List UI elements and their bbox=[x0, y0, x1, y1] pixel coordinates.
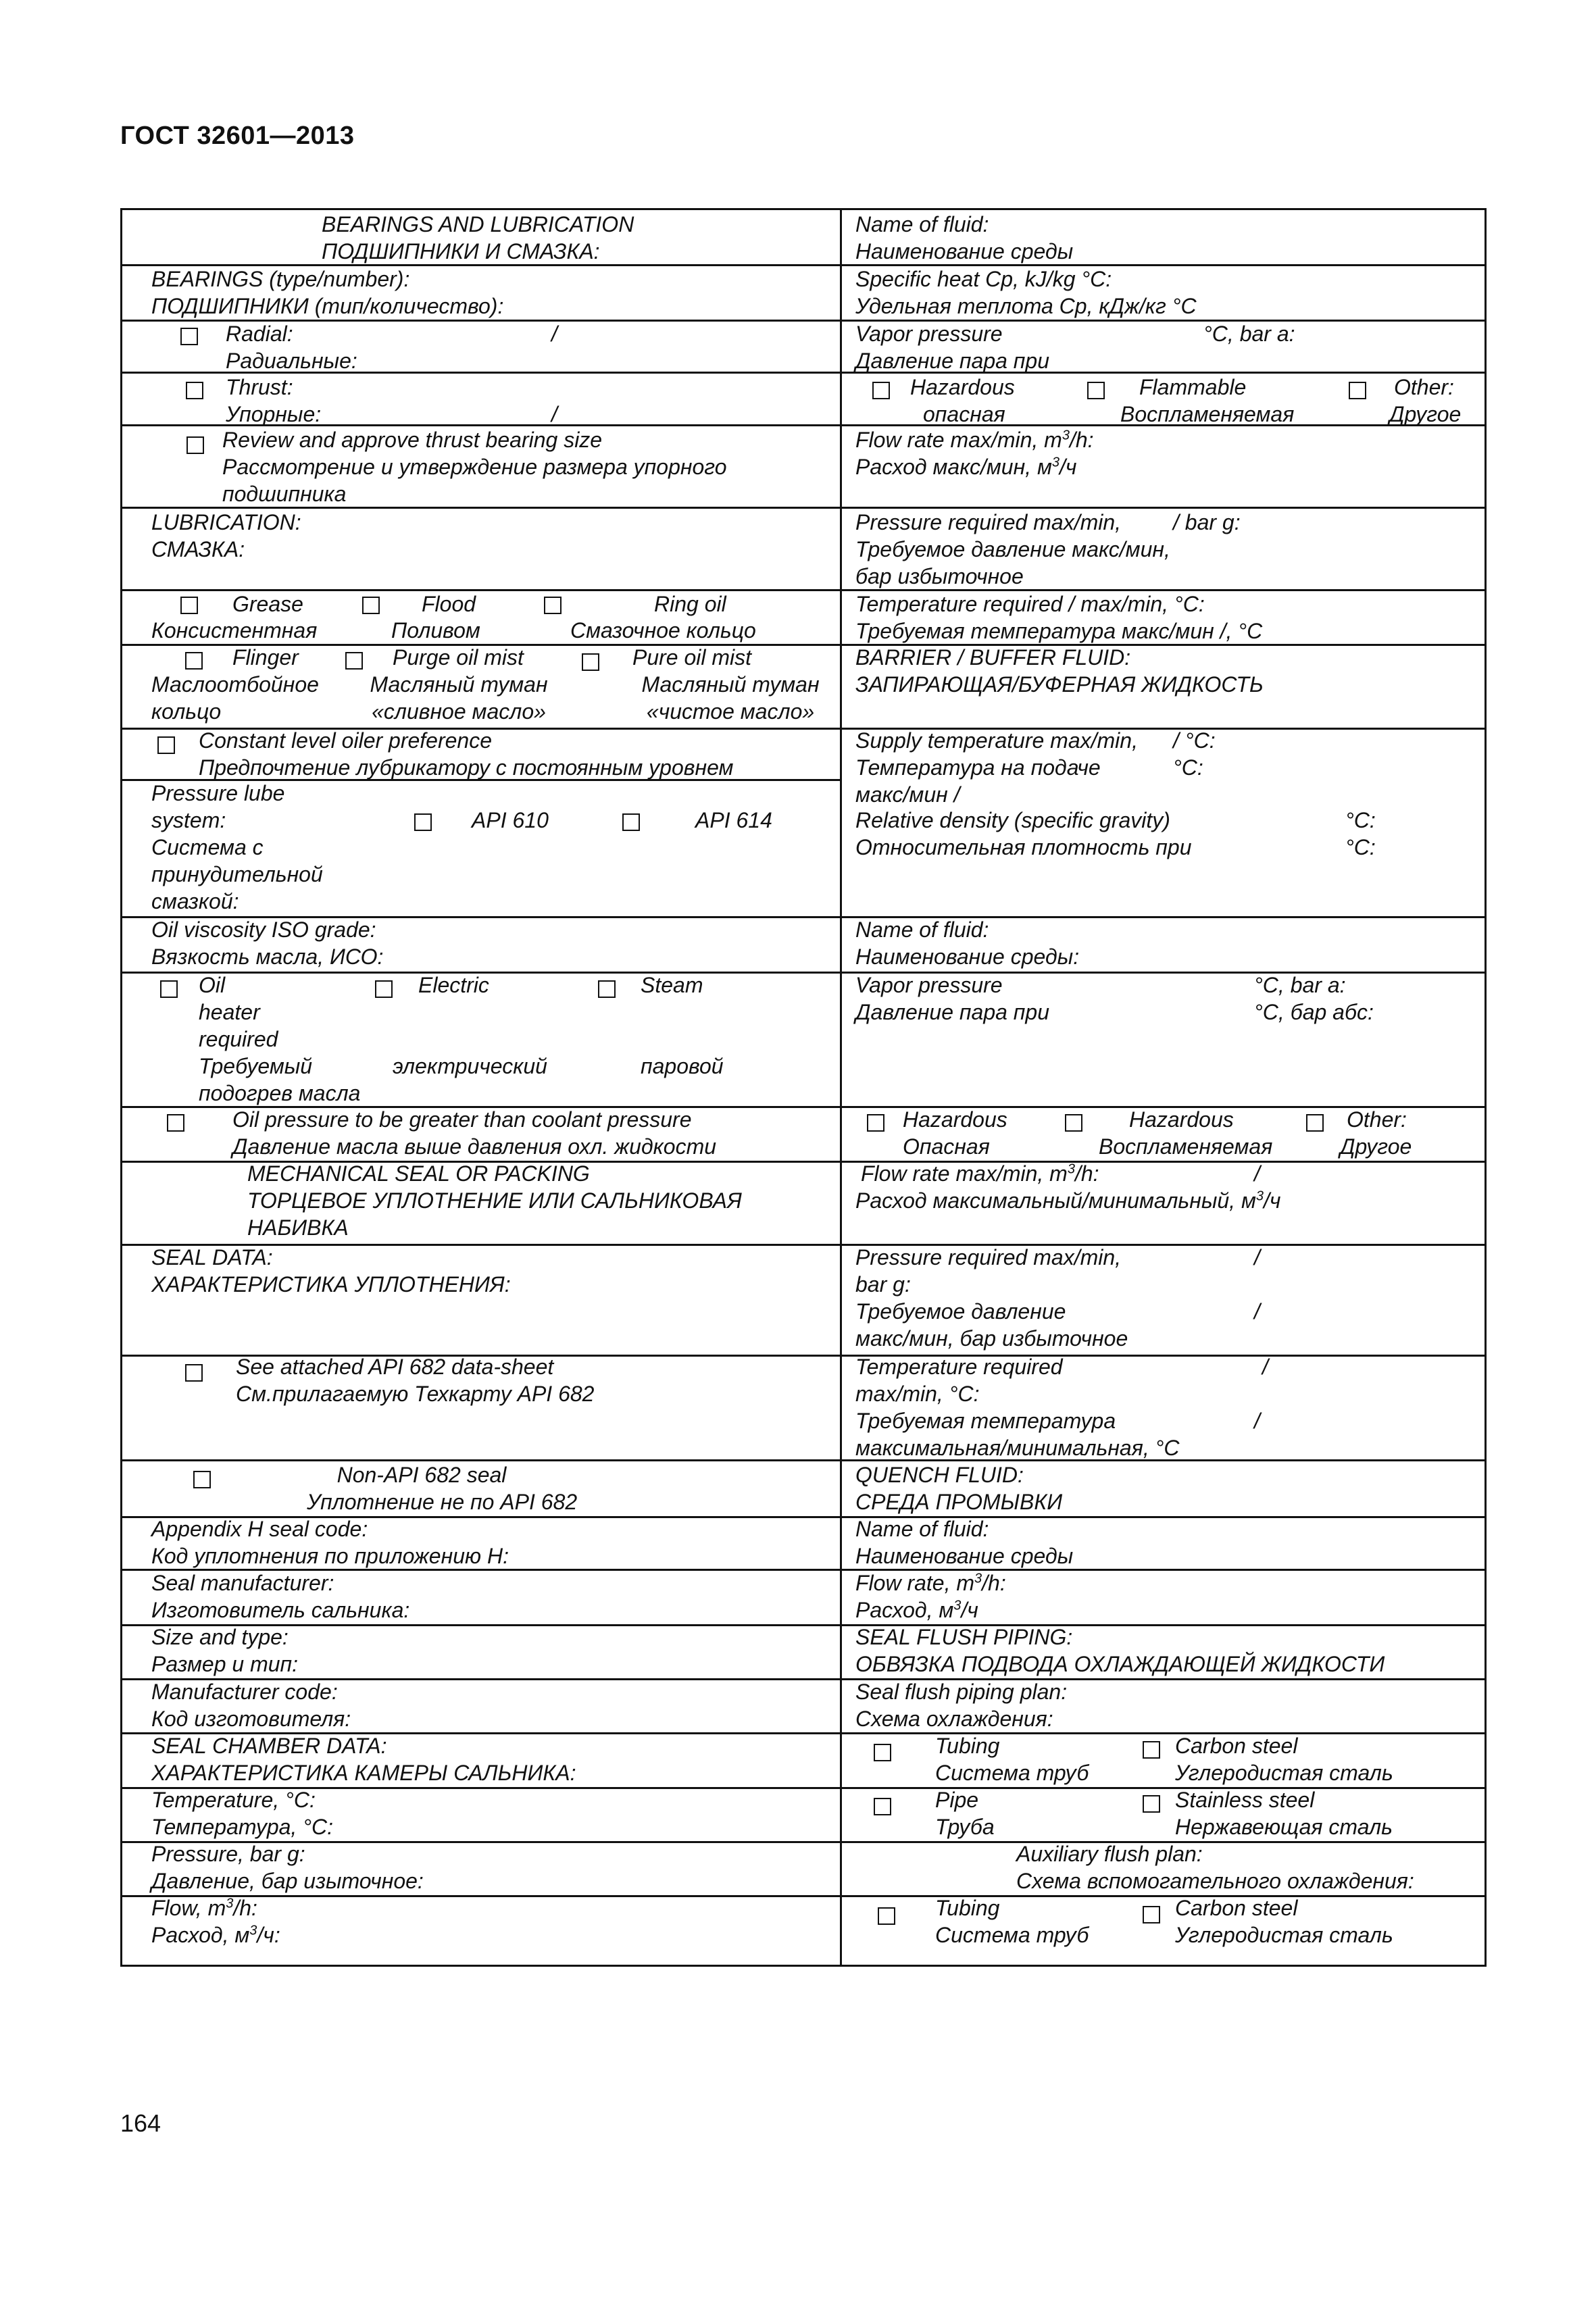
hazardous-2-label-ru: Опасная bbox=[903, 1134, 990, 1159]
hazardous-label: Hazardous bbox=[910, 375, 1015, 399]
flammable-2-label-ru: Воспламеняемая bbox=[1099, 1134, 1273, 1159]
oil-pressure-label: Oil pressure to be greater than coolant pressure Давление масла выше давления охл. жидкости bbox=[232, 1107, 717, 1159]
review-thrust-label: Review and approve thrust bearing size Рассмотрение и утверждение размера упорного подшипника bbox=[222, 428, 727, 506]
quench-fluid-label: QUENCH FLUID: СРЕДА ПРОМЫВКИ bbox=[855, 1463, 1063, 1514]
other-2-checkbox[interactable] bbox=[1306, 1114, 1324, 1132]
stainless-steel-label: Stainless steel Нержавеющая сталь bbox=[1175, 1788, 1393, 1839]
name-of-fluid-3-label: Name of fluid: Наименование среды bbox=[855, 1517, 1074, 1568]
steam-label-ru: паровой bbox=[641, 1054, 724, 1078]
barrier-buffer-fluid-label: BARRIER / BUFFER FLUID: ЗАПИРАЮЩАЯ/БУФЕРНАЯ ЖИДКОСТЬ bbox=[855, 645, 1264, 697]
supply-temperature-label: Supply temperature max/min, bbox=[855, 728, 1138, 753]
name-of-fluid-label: Name of fluid: Наименование среды bbox=[855, 212, 1074, 263]
seal-flush-plan-label: Seal flush piping plan: Схема охлаждения: bbox=[855, 1680, 1068, 1731]
other-label-ru: Другое bbox=[1389, 402, 1462, 426]
other-2-label-ru: Другое bbox=[1340, 1134, 1412, 1159]
flow-rate-label: Flow rate max/min, $m^3/h$: Расход макс/мин, $м^3/ч$ bbox=[855, 428, 1094, 479]
size-type-label: Size and type: Размер и тип: bbox=[151, 1625, 299, 1676]
flood-label-ru: Поливом bbox=[391, 618, 480, 643]
ring-oil-checkbox[interactable] bbox=[544, 597, 562, 614]
api610-label: API 610 bbox=[472, 808, 549, 832]
relative-density-unit-ru: °C: bbox=[1345, 835, 1376, 859]
constant-level-oiler-label: Constant level oiler preference Предпочтение лубрикатору с постоянным уровнем bbox=[199, 728, 734, 780]
vapor-pressure-2-unit: °C, bar a: bbox=[1254, 973, 1346, 997]
flammable-2-label: Hazardous bbox=[1129, 1107, 1234, 1132]
pressure-lube-system-label: Pressure lube system: Система с принудительной смазкой: bbox=[151, 781, 323, 913]
pressure-label: Pressure, bar g: Давление, бар изыточное: bbox=[151, 1842, 424, 1893]
seal-manufacturer-label: Seal manufacturer: Изготовитель сальника: bbox=[151, 1571, 410, 1622]
flow-label: Flow, $m^3/h$: Расход, $м^3/ч$: bbox=[151, 1896, 280, 1947]
flow-rate-2-label: Flow rate max/min, $m^3/h$: bbox=[861, 1161, 1099, 1186]
temperature-required-2-slash-ru: / bbox=[1254, 1409, 1260, 1433]
carbon-steel-label: Carbon steel Углеродистая сталь bbox=[1175, 1734, 1393, 1785]
vapor-pressure-label-ru: Давление пара при bbox=[855, 349, 1049, 373]
radial-checkbox[interactable] bbox=[180, 328, 198, 345]
flammable-2-checkbox[interactable] bbox=[1065, 1114, 1082, 1132]
pressure-required-2-label-ru: Требуемое давление bbox=[855, 1299, 1066, 1324]
pure-oil-mist-checkbox[interactable] bbox=[582, 653, 599, 671]
pipe-checkbox[interactable] bbox=[874, 1798, 891, 1815]
flood-checkbox[interactable] bbox=[362, 597, 380, 614]
lubrication-label: LUBRICATION: СМАЗКА: bbox=[151, 510, 301, 561]
tubing-2-label: Tubing Система труб bbox=[935, 1896, 1089, 1947]
see-api682-label: See attached API 682 data-sheet См.прилагаемую Техкарту API 682 bbox=[236, 1355, 595, 1406]
document-title: ГОСТ 32601—2013 bbox=[120, 122, 355, 150]
purge-oil-mist-label-ru: Масляный туман «сливное масло» bbox=[370, 672, 548, 724]
appendix-h-label: Appendix H seal code: Код уплотнения по приложению Н: bbox=[151, 1517, 509, 1568]
oil-heater-checkbox[interactable] bbox=[160, 980, 178, 998]
electric-label-ru: электрический bbox=[393, 1054, 547, 1078]
steam-heater-checkbox[interactable] bbox=[598, 980, 616, 998]
hazardous-2-label: Hazardous bbox=[903, 1107, 1007, 1132]
temperature-label: Temperature, °C: Температура, °C: bbox=[151, 1788, 333, 1839]
relative-density-unit: °C: bbox=[1345, 808, 1376, 832]
page-number: 164 bbox=[120, 2109, 161, 2137]
hazardous-label-ru: опасная bbox=[923, 402, 1005, 426]
flammable-label: Flammable bbox=[1139, 375, 1247, 399]
non-api682-checkbox[interactable] bbox=[193, 1471, 211, 1488]
pressure-required-2-slash: / bbox=[1254, 1245, 1260, 1269]
relative-density-label: Relative density (specific gravity) bbox=[855, 808, 1170, 832]
other-checkbox[interactable] bbox=[1349, 382, 1366, 399]
name-of-fluid-2-label: Name of fluid: Наименование среды: bbox=[855, 917, 1080, 969]
vapor-pressure-label: Vapor pressure bbox=[855, 322, 1003, 346]
flow-rate-3-label: Flow rate, $m^3/h$: Расход, $м^3/ч$ bbox=[855, 1571, 1006, 1622]
row-divider bbox=[122, 589, 841, 591]
api614-label: API 614 bbox=[695, 808, 772, 832]
api610-checkbox[interactable] bbox=[414, 813, 432, 831]
review-checkbox[interactable] bbox=[186, 436, 204, 454]
hazardous-2-checkbox[interactable] bbox=[867, 1114, 884, 1132]
temperature-required-2-label-ru: Требуемая температура bbox=[855, 1409, 1116, 1433]
pressure-required-2-slash-ru: / bbox=[1254, 1299, 1260, 1324]
pressure-required-2-unit: bar g: bbox=[855, 1272, 911, 1297]
temperature-required-label: Temperature required / max/min, °C: Требуемая температура макс/мин /, °C bbox=[855, 592, 1263, 643]
seal-chamber-label: SEAL CHAMBER DATA: ХАРАКТЕРИСТИКА КАМЕРЫ САЛЬНИКА: bbox=[151, 1734, 576, 1785]
see-api682-checkbox[interactable] bbox=[185, 1364, 203, 1382]
flow-rate-2-slash: / bbox=[1254, 1161, 1260, 1186]
electric-heater-checkbox[interactable] bbox=[375, 980, 393, 998]
auxiliary-flush-plan-label: Auxiliary flush plan: Схема вспомогательного охлаждения: bbox=[1016, 1842, 1414, 1893]
section-bearings-lubrication: BEARINGS AND LUBRICATION ПОДШИПНИКИ И СМАЗКА: bbox=[322, 212, 634, 263]
flow-rate-2-label-ru: Расход максимальный/минимальный, $м^3/ч$ bbox=[855, 1188, 1281, 1213]
grease-label: Grease bbox=[232, 592, 303, 616]
manufacturer-code-label: Manufacturer code: Код изготовителя: bbox=[151, 1680, 351, 1731]
thrust-label: Thrust: Упорные: bbox=[226, 375, 322, 426]
thrust-checkbox[interactable] bbox=[186, 382, 203, 399]
oil-pressure-checkbox[interactable] bbox=[167, 1114, 184, 1132]
thrust-slash: / bbox=[551, 402, 557, 426]
vapor-pressure-2-label-ru: Давление пара при bbox=[855, 1000, 1049, 1024]
relative-density-label-ru: Относительная плотность при bbox=[855, 835, 1192, 859]
purge-oil-mist-label: Purge oil mist bbox=[393, 645, 524, 670]
oil-viscosity-label: Oil viscosity ISO grade: Вязкость масла, ИСО: bbox=[151, 917, 384, 969]
pressure-required-unit: / bar g: bbox=[1173, 510, 1241, 534]
column-divider bbox=[840, 210, 842, 1965]
other-label: Other: bbox=[1394, 375, 1454, 399]
datasheet-table bbox=[120, 208, 1487, 1967]
flinger-label-ru: Маслоотбойное кольцо bbox=[151, 672, 319, 724]
grease-checkbox[interactable] bbox=[180, 597, 198, 614]
api614-checkbox[interactable] bbox=[622, 813, 640, 831]
electric-label: Electric bbox=[418, 973, 489, 997]
supply-temperature-unit: / °C: bbox=[1173, 728, 1216, 753]
pressure-required-2-unit-ru: макс/мин, бар избыточное bbox=[855, 1326, 1128, 1351]
pressure-required-label-ru: Требуемое давление макс/мин, бар избыточное bbox=[855, 537, 1170, 588]
pure-oil-mist-label-ru: Масляный туман «чистое масло» bbox=[641, 672, 820, 724]
flood-label: Flood bbox=[422, 592, 476, 616]
supply-temperature-label-ru: Температура на подаче bbox=[855, 755, 1101, 780]
specific-heat-label: Specific heat Cp, kJ/kg °C: Удельная теплота Cp, кДж/кг °C bbox=[855, 267, 1197, 318]
temperature-required-2-unit: max/min, °C: bbox=[855, 1382, 980, 1406]
flammable-checkbox[interactable] bbox=[1087, 382, 1105, 399]
constant-level-oiler-checkbox[interactable] bbox=[157, 736, 175, 754]
non-api682-label: Non-API 682 seal Уплотнение не по API 682 bbox=[307, 1463, 578, 1514]
pipe-label: Pipe Труба bbox=[935, 1788, 995, 1839]
temperature-required-2-unit-ru: максимальная/минимальная, °C bbox=[855, 1436, 1180, 1460]
section-mechanical-seal: MECHANICAL SEAL OR PACKING ТОРЦЕВОЕ УПЛОТНЕНИЕ ИЛИ САЛЬНИКОВАЯ НАБИВКА bbox=[247, 1161, 742, 1240]
flinger-label: Flinger bbox=[232, 645, 299, 670]
flammable-label-ru: Воспламеняемая bbox=[1120, 402, 1295, 426]
flinger-checkbox[interactable] bbox=[185, 652, 203, 670]
oil-heater-label: Oil heater required Требуемый подогрев масла bbox=[199, 973, 361, 1105]
temperature-required-2-label: Temperature required bbox=[855, 1355, 1063, 1379]
steam-label: Steam bbox=[641, 973, 703, 997]
vapor-pressure-unit: °C, bar a: bbox=[1203, 322, 1295, 346]
purge-oil-mist-checkbox[interactable] bbox=[345, 652, 363, 670]
tubing-label: Tubing Система труб bbox=[935, 1734, 1089, 1785]
other-2-label: Other: bbox=[1347, 1107, 1407, 1132]
temperature-required-2-slash: / bbox=[1262, 1355, 1268, 1379]
vapor-pressure-2-label: Vapor pressure bbox=[855, 973, 1003, 997]
seal-flush-piping-label: SEAL FLUSH PIPING: ОБВЯЗКА ПОДВОДА ОХЛАЖДАЮЩЕЙ ЖИДКОСТИ bbox=[855, 1625, 1385, 1676]
supply-temperature-unit-ru: °C: bbox=[1173, 755, 1203, 780]
pressure-required-2-label: Pressure required max/min, bbox=[855, 1245, 1122, 1269]
carbon-steel-2-checkbox[interactable] bbox=[1143, 1906, 1160, 1923]
supply-temperature-maxmin-ru: макс/мин / bbox=[855, 782, 960, 807]
carbon-steel-2-label: Carbon steel Углеродистая сталь bbox=[1175, 1896, 1393, 1947]
radial-label: Radial: Радиальные: bbox=[226, 322, 357, 373]
bearings-label: BEARINGS (type/number): ПОДШИПНИКИ (тип/количество): bbox=[151, 267, 504, 318]
ring-oil-label: Ring oil bbox=[654, 592, 726, 616]
vapor-pressure-2-unit-ru: °C, бар абс: bbox=[1254, 1000, 1374, 1024]
carbon-steel-checkbox[interactable] bbox=[1143, 1741, 1160, 1759]
tubing-2-checkbox[interactable] bbox=[878, 1907, 895, 1925]
tubing-checkbox[interactable] bbox=[874, 1744, 891, 1761]
hazardous-checkbox[interactable] bbox=[872, 382, 890, 399]
pure-oil-mist-label: Pure oil mist bbox=[632, 645, 752, 670]
stainless-steel-checkbox[interactable] bbox=[1143, 1795, 1160, 1813]
ring-oil-label-ru: Смазочное кольцо bbox=[570, 618, 756, 643]
seal-data-label: SEAL DATA: ХАРАКТЕРИСТИКА УПЛОТНЕНИЯ: bbox=[151, 1245, 511, 1297]
radial-slash: / bbox=[551, 322, 557, 346]
grease-label-ru: Консистентная bbox=[151, 618, 318, 643]
pressure-required-label: Pressure required max/min, bbox=[855, 510, 1122, 534]
